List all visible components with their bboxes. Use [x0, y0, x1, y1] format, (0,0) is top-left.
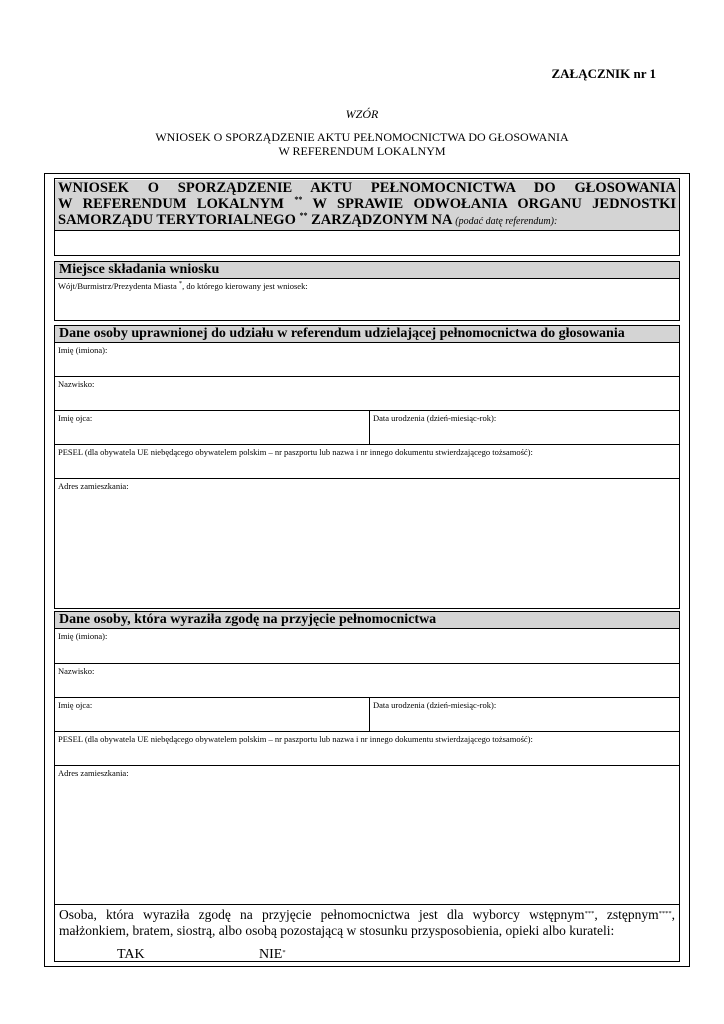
- title-line2-part-b: W SPRAWIE ODWOŁANIA ORGANU JEDNOSTKI: [312, 196, 676, 212]
- answer-no-label: NIE: [259, 947, 283, 962]
- authority-label-text: Wójt/Burmistrz/Prezydenta Miasta: [58, 281, 177, 291]
- title-line3-part-b: ZARZĄDZONYM NA: [311, 212, 452, 228]
- grantor-section: [54, 325, 680, 609]
- grantor-father-name-field[interactable]: Imię ojca:: [58, 413, 93, 423]
- proxy-surname-field[interactable]: [55, 663, 679, 697]
- proxy-first-names-field[interactable]: [55, 629, 679, 662]
- place-section-heading: Miejsce składania wniosku: [55, 262, 679, 279]
- field-label: Imię (imiona):: [58, 631, 108, 641]
- relation-text-part-b: , zstępnym: [594, 907, 659, 922]
- grantor-fields: [55, 343, 679, 608]
- grantor-section-heading: Dane osoby uprawnionej do udziału w referendum udzielającej pełnomocnictwa do głosowania: [55, 326, 679, 343]
- relation-question: [55, 904, 679, 961]
- form-title-band: [55, 180, 679, 231]
- proxy-section: [54, 611, 680, 962]
- field-label: PESEL (dla obywatela UE niebędącego obywatelem polskim – nr paszportu lub nazwa i nr innego dokumentu stwierdzającego tożsamość):: [58, 734, 533, 744]
- footnote-mark: ***: [584, 910, 595, 917]
- grantor-address-field[interactable]: [55, 478, 679, 609]
- relation-text-part-a: Osoba, która wyraziła zgodę na przyjęcie pełnomocnictwa jest dla wyborcy wstępnym: [59, 907, 585, 922]
- proxy-father-birth-row: [55, 697, 679, 731]
- footnote-mark: *: [282, 949, 286, 956]
- proxy-address-field[interactable]: [55, 765, 679, 904]
- authority-field[interactable]: [55, 279, 679, 320]
- subtitle-line-2: W REFERENDUM LOKALNYM: [278, 144, 446, 158]
- field-label: Adres zamieszkania:: [58, 481, 129, 491]
- field-label: Nazwisko:: [58, 666, 95, 676]
- form-frame: [44, 173, 690, 967]
- proxy-father-name-field[interactable]: Imię ojca:: [58, 700, 93, 710]
- relation-text-part-c: ,: [671, 907, 675, 922]
- form-title-line-2: [55, 196, 679, 212]
- form-body: [54, 178, 680, 962]
- field-label: Imię (imiona):: [58, 345, 108, 355]
- place-section: [54, 261, 680, 321]
- attachment-label: ZAŁĄCZNIK nr 1: [551, 66, 656, 81]
- document-subtitle: [0, 130, 724, 158]
- footnote-mark: **: [299, 211, 308, 220]
- answer-no[interactable]: [259, 947, 286, 963]
- grantor-pesel-field[interactable]: [55, 444, 679, 478]
- grantor-father-birth-row: [55, 410, 679, 444]
- grantor-surname-field[interactable]: [55, 376, 679, 410]
- relation-question-text: [59, 907, 675, 939]
- template-label: WZÓR: [345, 107, 379, 121]
- authority-label: [55, 279, 311, 293]
- title-line3-part-a: SAMORZĄDU TERYTORIALNEGO: [58, 212, 296, 228]
- authority-label-suffix: , do którego kierowany jest wniosek:: [182, 281, 308, 291]
- proxy-fields: [55, 629, 679, 961]
- proxy-birth-date-field[interactable]: Data urodzenia (dzień-miesiąc-rok):: [373, 700, 497, 710]
- field-label: Nazwisko:: [58, 379, 95, 389]
- answer-yes[interactable]: TAK: [117, 947, 145, 962]
- referendum-date-field[interactable]: [55, 231, 679, 255]
- title-line2-part-a: W REFERENDUM LOKALNYM: [58, 196, 284, 212]
- proxy-pesel-field[interactable]: [55, 731, 679, 765]
- footnote-mark: **: [294, 195, 303, 204]
- form-title-line-1: WNIOSEK O SPORZĄDZENIE AKTU PEŁNOMOCNICTWA DO GŁOSOWANIA: [58, 180, 676, 196]
- proxy-section-heading: Dane osoby, która wyraziła zgodę na przyjęcie pełnomocnictwa: [55, 612, 679, 629]
- footnote-mark: ****: [658, 910, 672, 917]
- form-title-line-3: [55, 212, 679, 230]
- subtitle-line-1: WNIOSEK O SPORZĄDZENIE AKTU PEŁNOMOCNICTWA DO GŁOSOWANIA: [155, 130, 569, 144]
- form-title-block: [54, 178, 680, 256]
- grantor-birth-date-field[interactable]: Data urodzenia (dzień-miesiąc-rok):: [373, 413, 497, 423]
- footnote-mark: *: [178, 280, 183, 287]
- relation-text-line-2: małżonkiem, bratem, siostrą, albo osobą pozostającą w stosunku przysposobienia, opieki albo kurateli:: [59, 923, 615, 938]
- referendum-date-note: (podać datę referendum):: [455, 216, 558, 227]
- field-label: Adres zamieszkania:: [58, 768, 129, 778]
- field-label: PESEL (dla obywatela UE niebędącego obywatelem polskim – nr paszportu lub nazwa i nr innego dokumentu stwierdzającego tożsamość):: [58, 447, 533, 457]
- grantor-first-names-field[interactable]: [55, 343, 679, 375]
